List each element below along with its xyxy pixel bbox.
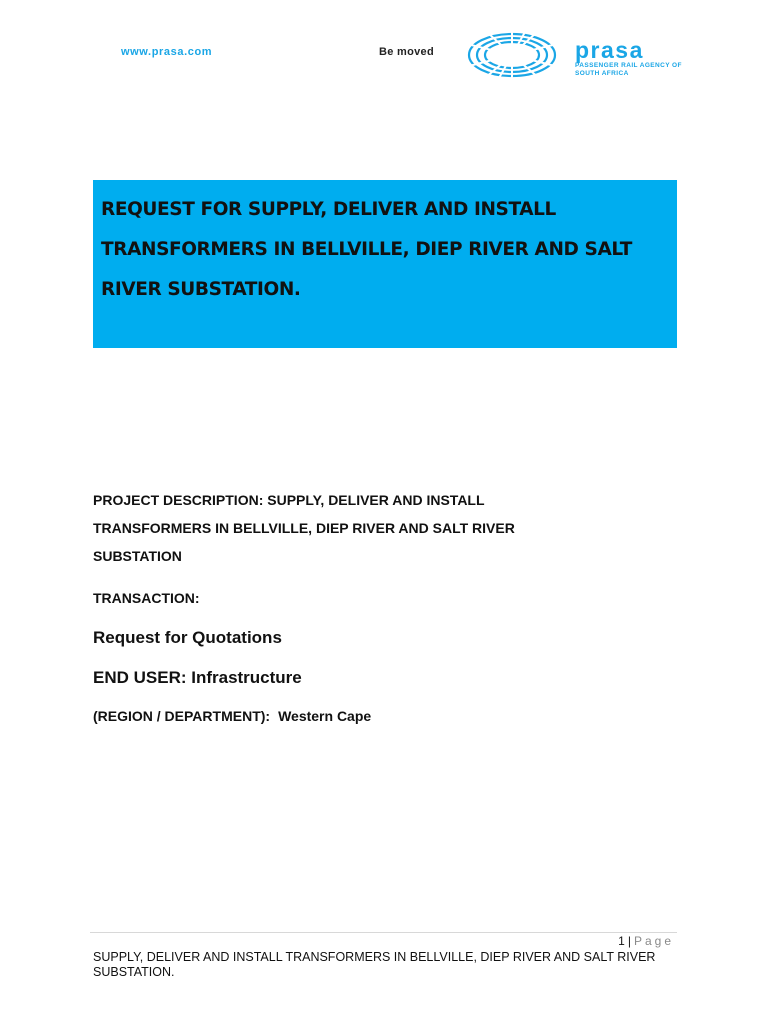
brand-name: prasa (575, 37, 644, 63)
prasa-emblem-icon (467, 32, 557, 78)
page-number (560, 934, 674, 948)
document-title: REQUEST FOR SUPPLY, DELIVER AND INSTALL TRANSFORMERS IN BELLVILLE, DIEP RIVER AND SALT RIVER SUBSTATION. (101, 199, 632, 300)
title-banner (93, 180, 677, 348)
page-word: Page (633, 934, 674, 948)
footer-document-title: SUPPLY, DELIVER AND INSTALL TRANSFORMERS IN BELLVILLE, DIEP RIVER AND SALT RIVER SUBSTATION. (93, 950, 656, 979)
region-value: Western Cape (278, 708, 372, 724)
region-line (93, 708, 693, 724)
end-user: END USER: Infrastructure (93, 668, 302, 687)
page-separator: | (627, 934, 631, 948)
project-description: PROJECT DESCRIPTION: SUPPLY, DELIVER AND INSTALL TRANSFORMERS IN BELLVILLE, DIEP RIVER AND SALT RIVER SUBSTATION (93, 492, 515, 564)
transaction-type: Request for Quotations (93, 628, 282, 647)
transaction-label: TRANSACTION: (93, 590, 200, 606)
tagline: Be moved (379, 46, 434, 58)
footer-divider (90, 932, 677, 933)
page-header (0, 0, 770, 100)
document-details (93, 486, 693, 724)
prasa-logo (575, 38, 695, 84)
website-url[interactable]: www.prasa.com (121, 46, 213, 58)
brand-subtitle: PASSENGER RAIL AGENCY OF SOUTH AFRICA (575, 62, 682, 77)
region-label: (REGION / DEPARTMENT): (93, 708, 271, 724)
page-number-value: 1 (618, 934, 625, 948)
